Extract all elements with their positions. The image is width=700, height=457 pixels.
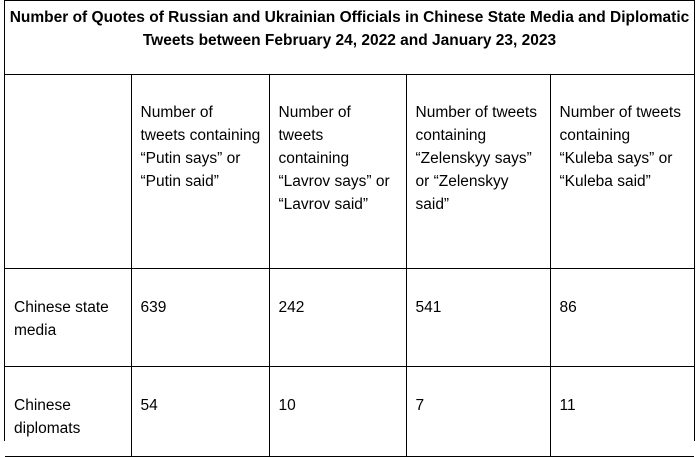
column-header-kuleba: Number of tweets containing “Kuleba says” or “Kuleba said”	[550, 74, 694, 268]
cell-diplomats-kuleba: 11	[550, 366, 694, 456]
column-header-putin: Number of tweets containing “Putin says” or “Putin said”	[131, 74, 269, 268]
table-corner-cell	[5, 74, 131, 268]
column-header-zelenskyy: Number of tweets containing “Zelenskyy says” or “Zelenskyy said”	[406, 74, 550, 268]
cell-diplomats-lavrov: 10	[269, 366, 406, 456]
row-label-state-media: Chinese state media	[5, 268, 131, 366]
table-row	[5, 366, 694, 456]
cell-state-media-zelenskyy: 541	[406, 268, 550, 366]
cell-diplomats-zelenskyy: 7	[406, 366, 550, 456]
table-header-row	[5, 74, 694, 268]
quotes-table	[5, 74, 694, 457]
cell-state-media-lavrov: 242	[269, 268, 406, 366]
cell-state-media-putin: 639	[131, 268, 269, 366]
document-title: Number of Quotes of Russian and Ukrainian Officials in Chinese State Media and Diplomatic Tweets between February 24, 2022 and January 23, 2023	[5, 1, 694, 75]
cell-state-media-kuleba: 86	[550, 268, 694, 366]
column-header-lavrov: Number of tweets containing “Lavrov says” or “Lavrov said”	[269, 74, 406, 268]
cell-diplomats-putin: 54	[131, 366, 269, 456]
row-label-diplomats: Chinese diplomats	[5, 366, 131, 456]
table-row	[5, 268, 694, 366]
document-frame	[4, 0, 695, 441]
